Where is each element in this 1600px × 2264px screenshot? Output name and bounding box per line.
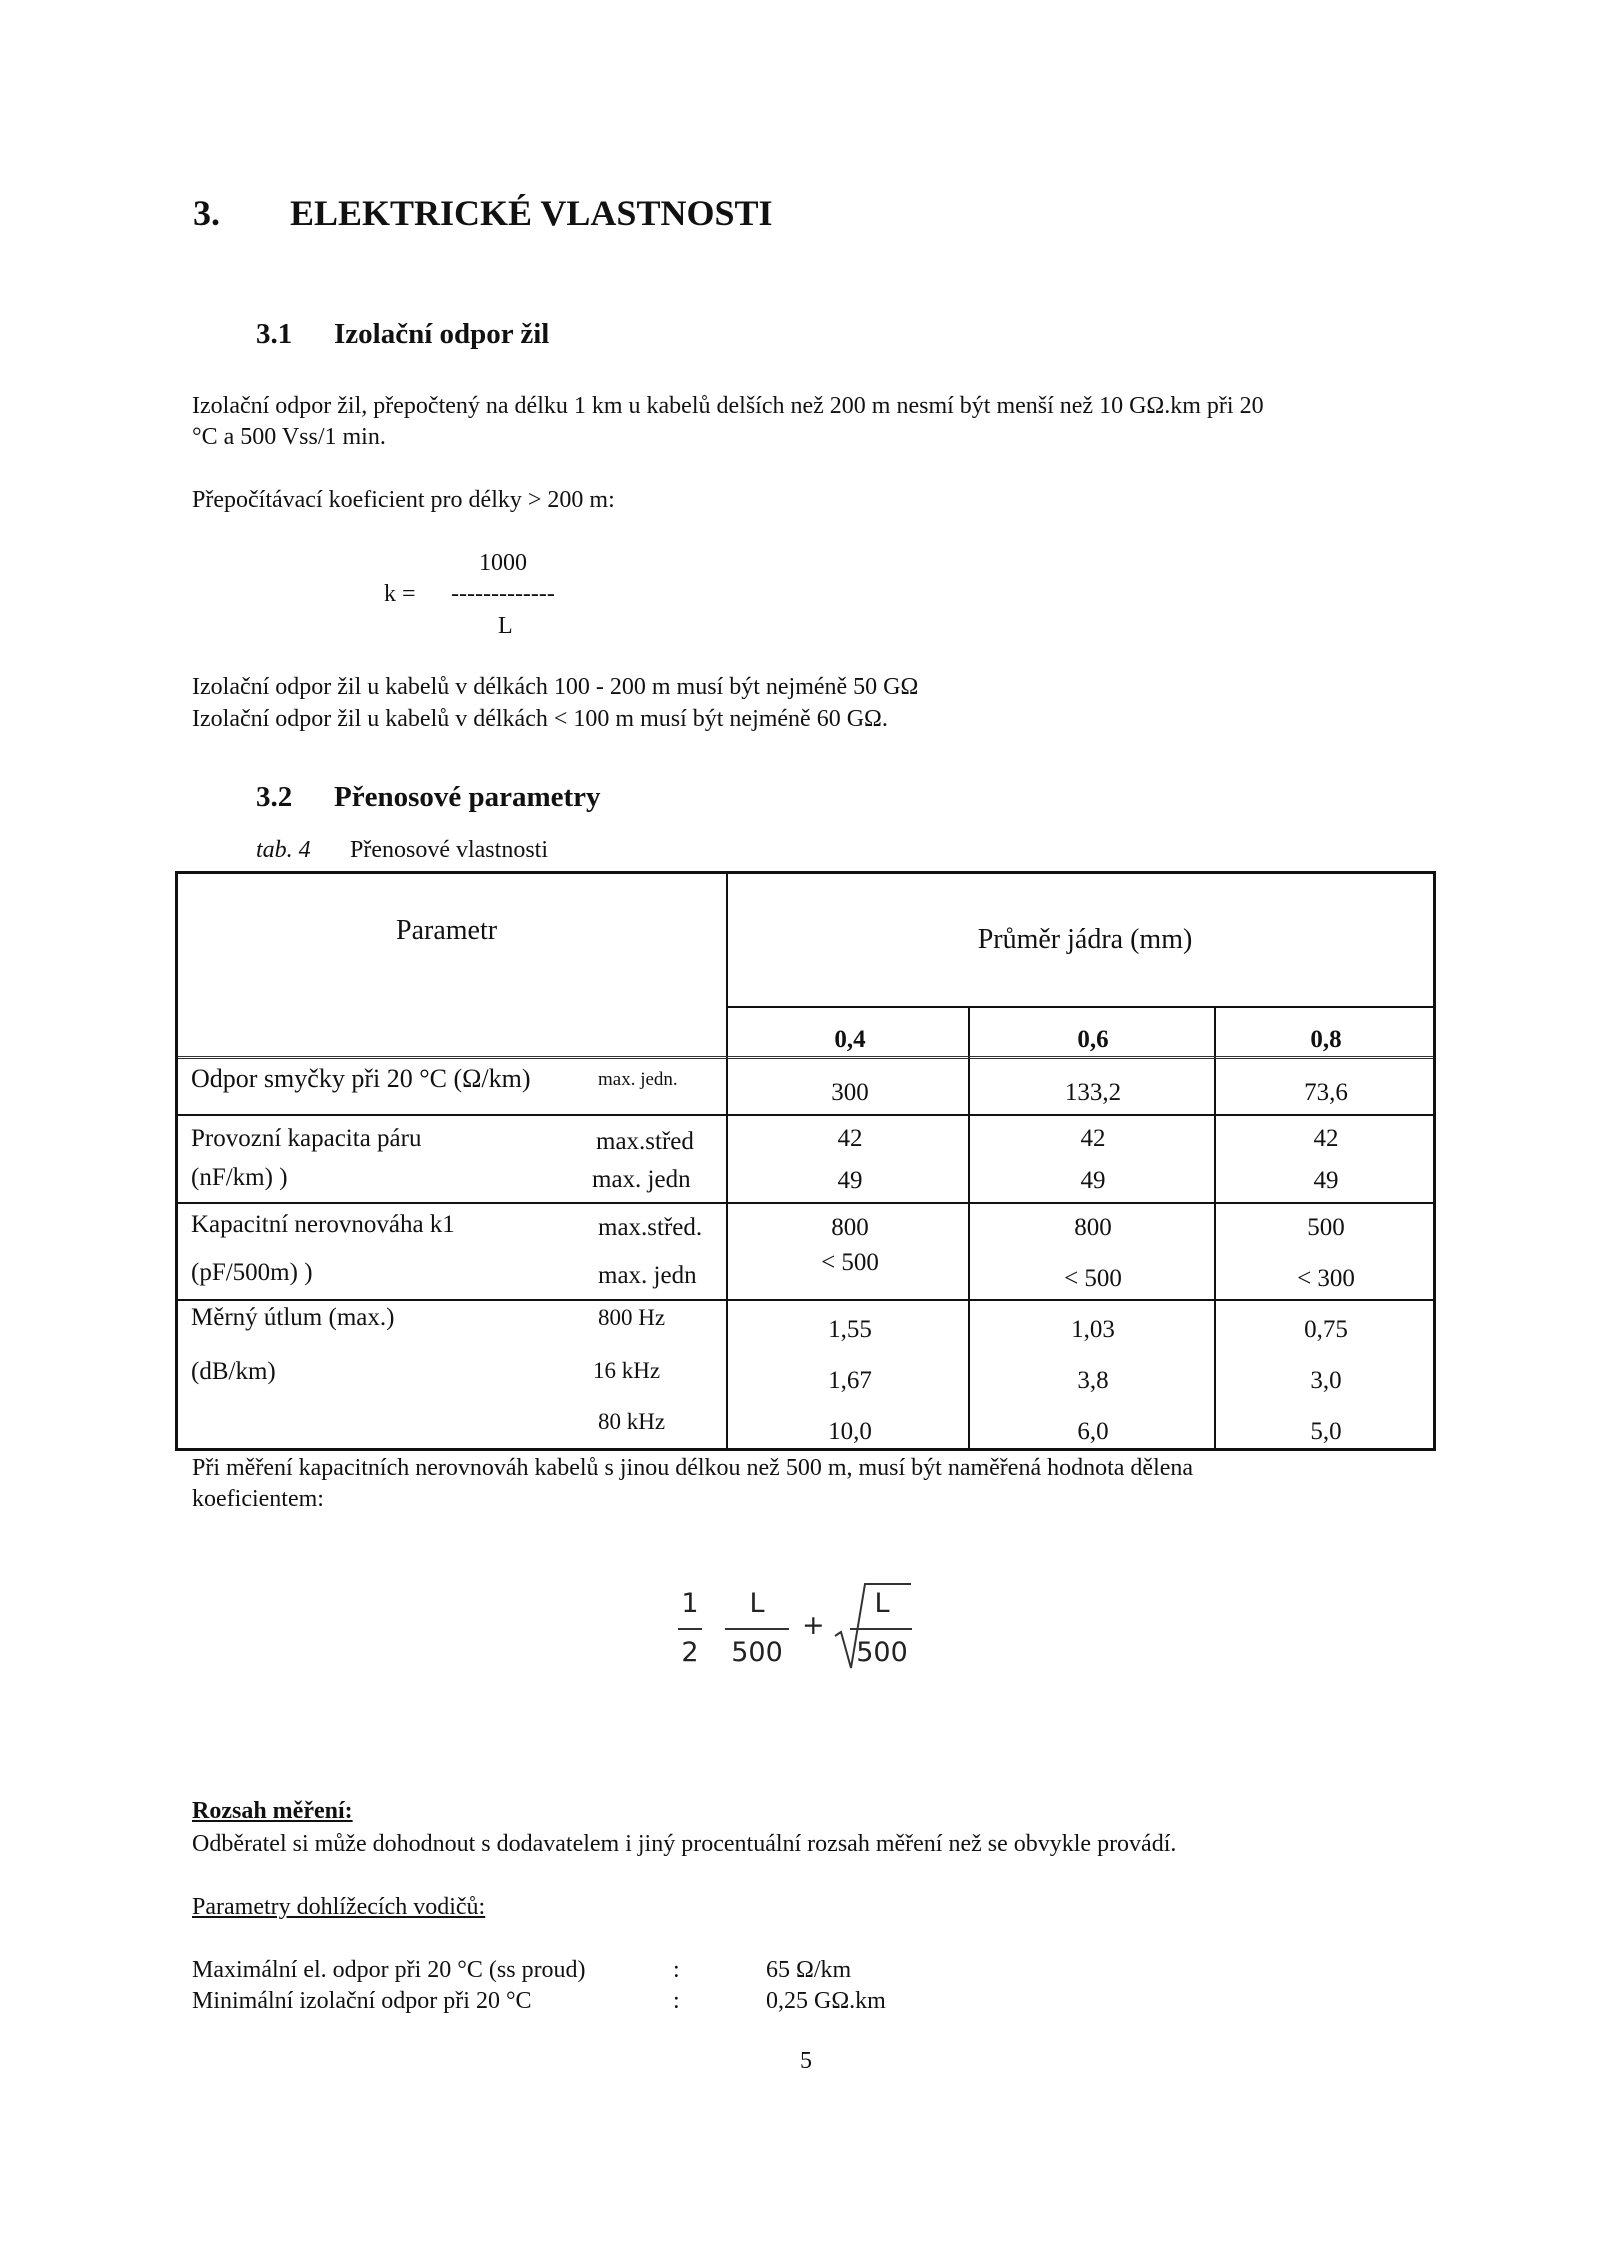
formula-plus: + xyxy=(802,1610,825,1641)
table-divider xyxy=(726,1006,1436,1008)
row-parameter: Měrný útlum (max.) xyxy=(191,1304,395,1331)
row-value: 49 xyxy=(1080,1167,1106,1194)
formula-sqrt-numerator: L xyxy=(874,1588,890,1619)
k-fraction-dashes: ------------- xyxy=(451,581,555,607)
paragraph-line: Izolační odpor žil, přepočtený na délku 1 km u kabelů delších než 200 m nesmí být menší než 10 GΩ.km při 20 xyxy=(192,393,1264,419)
section-number: 3. xyxy=(193,193,220,233)
row-value: 6,0 xyxy=(1077,1418,1109,1445)
formula-sqrt-denominator: 500 xyxy=(856,1637,908,1668)
dohled-row1-value: 65 Ω/km xyxy=(766,1957,852,1983)
dohled-row1-colon: : xyxy=(673,1957,680,1983)
row-unit: (nF/km) ) xyxy=(191,1164,288,1191)
row-value: 42 xyxy=(837,1125,863,1152)
dohled-row2-label: Minimální izolační odpor při 20 °C xyxy=(192,1988,532,2014)
formula-l-denominator: 500 xyxy=(731,1637,783,1668)
row-value: 5,0 xyxy=(1310,1418,1342,1445)
row-value: 300 xyxy=(831,1079,869,1106)
row-parameter: Odpor smyčky při 20 °C (Ω/km) xyxy=(191,1064,531,1093)
row-value: 42 xyxy=(1080,1125,1106,1152)
dohled-row1-label: Maximální el. odpor při 20 °C (ss proud) xyxy=(192,1957,586,1983)
k-denominator: L xyxy=(498,613,513,639)
parameters-table xyxy=(175,871,1436,1451)
row-value: 1,67 xyxy=(828,1367,872,1394)
row-qualifier: max. jedn xyxy=(592,1166,691,1193)
page-number: 5 xyxy=(800,2048,812,2074)
paragraph-line: Izolační odpor žil u kabelů v délkách 100 - 200 m musí být nejméně 50 GΩ xyxy=(192,674,919,700)
header-diameter: Průměr jádra (mm) xyxy=(977,924,1193,955)
diameter-0-6: 0,6 xyxy=(1077,1026,1109,1053)
subsection-title: Izolační odpor žil xyxy=(334,318,550,350)
row-qualifier: 16 kHz xyxy=(593,1358,661,1383)
row-value: 42 xyxy=(1313,1125,1339,1152)
section-title: ELEKTRICKÉ VLASTNOSTI xyxy=(290,193,773,233)
row-value: 1,55 xyxy=(828,1316,872,1343)
subsection-title: Přenosové parametry xyxy=(334,781,601,813)
row-parameter: Provozní kapacita páru xyxy=(191,1125,422,1152)
subsection-number: 3.2 xyxy=(256,781,293,813)
formula-fraction-bar xyxy=(725,1628,789,1630)
dohled-row2-colon: : xyxy=(673,1988,680,2014)
dohled-row2-value: 0,25 GΩ.km xyxy=(766,1988,886,2014)
table-divider xyxy=(968,1006,970,1448)
row-qualifier: 80 kHz xyxy=(598,1409,666,1434)
diameter-0-4: 0,4 xyxy=(834,1026,866,1053)
table-divider xyxy=(1214,1006,1216,1448)
row-value: 73,6 xyxy=(1304,1079,1348,1106)
row-value: < 500 xyxy=(1064,1265,1122,1292)
table-divider xyxy=(726,874,728,1448)
formula-fraction-bar xyxy=(850,1628,912,1630)
row-value: 500 xyxy=(1307,1214,1345,1241)
table-divider xyxy=(178,1299,1436,1301)
row-unit: (dB/km) xyxy=(191,1358,276,1385)
row-qualifier: max.střed xyxy=(596,1128,694,1155)
row-qualifier: max.střed. xyxy=(598,1214,703,1241)
row-unit: (pF/500m) ) xyxy=(191,1259,313,1286)
table-caption: Přenosové vlastnosti xyxy=(350,837,548,863)
row-value: 3,0 xyxy=(1310,1367,1342,1394)
formula-fraction-bar xyxy=(678,1628,702,1630)
diameter-0-8: 0,8 xyxy=(1310,1026,1342,1053)
row-value: 49 xyxy=(837,1167,863,1194)
formula-l-numerator: L xyxy=(749,1588,765,1619)
table-divider xyxy=(178,1114,1436,1116)
row-value: 800 xyxy=(1074,1214,1112,1241)
row-value: 800 xyxy=(831,1214,869,1241)
paragraph-line: °C a 500 Vss/1 min. xyxy=(192,424,386,450)
paragraph-line: koeficientem: xyxy=(192,1486,324,1512)
row-value: 10,0 xyxy=(828,1418,872,1445)
row-value: 1,03 xyxy=(1071,1316,1115,1343)
row-qualifier: max. jedn. xyxy=(598,1069,678,1090)
table-label: tab. 4 xyxy=(256,837,311,863)
row-value: 3,8 xyxy=(1077,1367,1109,1394)
k-numerator: 1000 xyxy=(479,550,527,576)
row-qualifier: max. jedn xyxy=(598,1262,697,1289)
row-value: < 300 xyxy=(1297,1265,1355,1292)
dohled-title: Parametry dohlížecích vodičů: xyxy=(192,1894,486,1920)
table-divider xyxy=(178,1056,1433,1059)
row-parameter: Kapacitní nerovnováha k1 xyxy=(191,1211,455,1238)
rozsah-title: Rozsah měření: xyxy=(192,1798,353,1824)
coefficient-intro: Přepočítávací koeficient pro délky > 200 m: xyxy=(192,487,615,513)
paragraph-line: Při měření kapacitních nerovnováh kabelů s jinou délkou než 500 m, musí být naměřená hodnota dělena xyxy=(192,1455,1194,1481)
table-divider xyxy=(178,1202,1436,1204)
header-parameter: Parametr xyxy=(396,915,498,946)
paragraph-line: Izolační odpor žil u kabelů v délkách < 100 m musí být nejméně 60 GΩ. xyxy=(192,706,888,732)
rozsah-text: Odběratel si může dohodnout s dodavatelem i jiný procentuální rozsah měření než se obvykle provádí. xyxy=(192,1831,1177,1857)
formula-half-numerator: 1 xyxy=(681,1588,699,1619)
row-value: 0,75 xyxy=(1304,1316,1348,1343)
row-value: < 500 xyxy=(821,1249,879,1276)
subsection-number: 3.1 xyxy=(256,318,293,350)
formula-half-denominator: 2 xyxy=(681,1637,699,1668)
row-qualifier: 800 Hz xyxy=(598,1305,666,1330)
row-value: 49 xyxy=(1313,1167,1339,1194)
k-label: k = xyxy=(384,581,416,607)
row-value: 133,2 xyxy=(1064,1079,1122,1106)
